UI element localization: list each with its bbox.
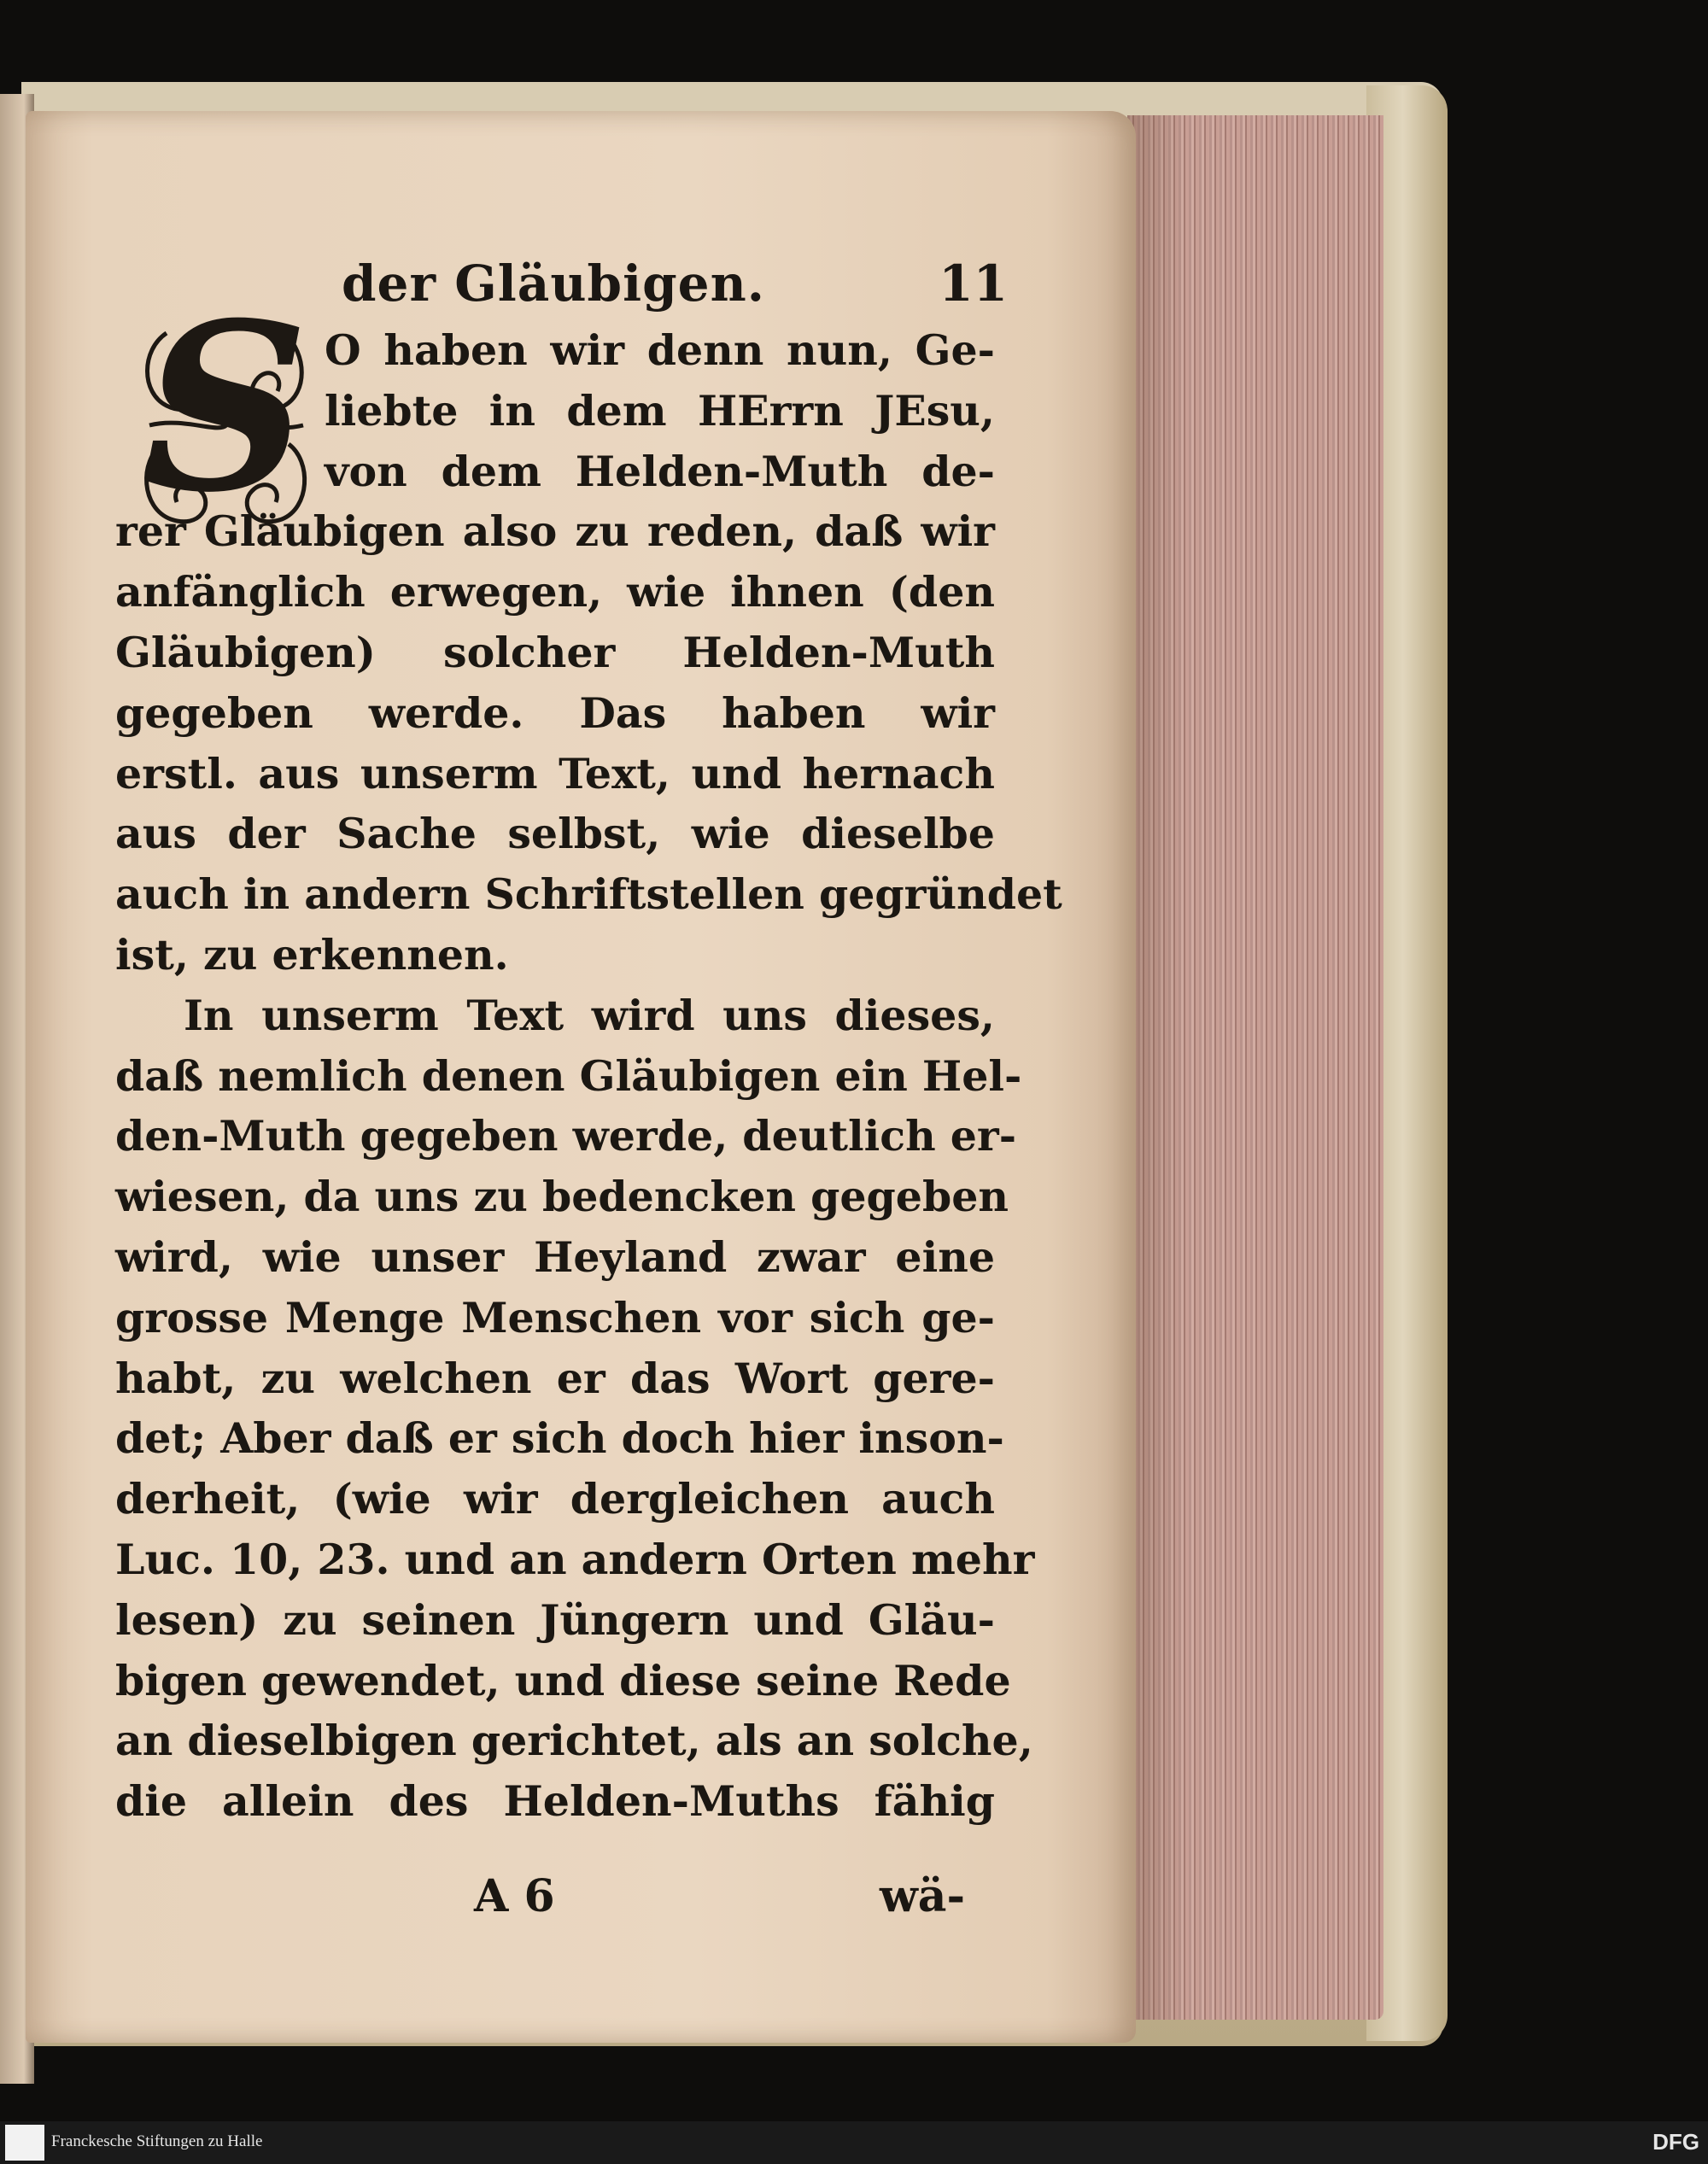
text-line: In unserm Text wird uns dieses,	[184, 990, 995, 1040]
dfg-logo: DFG	[1652, 2129, 1699, 2155]
text-line: die allein des Helden-Muths fähig	[115, 1776, 995, 1827]
text-line: grosse Menge Menschen vor sich ge-	[115, 1292, 995, 1342]
text-line: an dieselbigen gerichtet, als an solche,	[115, 1716, 1033, 1766]
text-line: wiesen, da uns zu bedencken gegeben	[115, 1172, 1009, 1222]
text-line: bigen gewendet, und diese seine Rede	[115, 1655, 1011, 1705]
text-line: habt, zu welchen er das Wort gere-	[115, 1353, 995, 1403]
viewer-footer	[0, 2121, 1708, 2164]
page-header	[342, 254, 1008, 323]
institution-logo-icon	[5, 2125, 44, 2161]
text-line: Luc. 10, 23. und an andern Orten mehr	[115, 1534, 1035, 1584]
page-block-shadow	[1127, 115, 1187, 2020]
text-line: ist, zu erkennen.	[115, 929, 509, 980]
text-line: O haben wir denn nun, Ge-	[325, 325, 995, 375]
initial-letter: S	[142, 272, 309, 543]
signature-mark: A 6	[474, 1870, 555, 1922]
text-line: gegeben werde. Das haben wir	[115, 687, 995, 738]
text-line: det; Aber daß er sich doch hier inson-	[115, 1413, 1004, 1464]
catchword: wä-	[880, 1870, 966, 1922]
text-line: von dem Helden-Muth de-	[325, 446, 995, 496]
institution-name: Franckesche Stiftungen zu Halle	[51, 2132, 263, 2150]
text-line: aus der Sache selbst, wie dieselbe	[115, 809, 995, 859]
text-line: daß nemlich denen Gläubigen ein Hel-	[115, 1050, 1022, 1101]
text-line: den-Muth gegeben werde, deutlich er-	[115, 1111, 1017, 1161]
text-line: auch in andern Schriftstellen gegründet	[115, 869, 1062, 920]
text-line: rer Gläubigen also zu reden, daß wir	[115, 506, 995, 557]
text-line: Gläubigen) solcher Helden-Muth	[115, 627, 995, 677]
text-line: erstl. aus unserm Text, und hernach	[115, 748, 995, 798]
page-body-text	[115, 320, 1062, 1832]
page-number: 11	[939, 254, 1008, 313]
text-line: wird, wie unser Heyland zwar eine	[115, 1231, 995, 1282]
text-line: lesen) zu seinen Jüngern und Gläu-	[115, 1594, 995, 1645]
running-head: der Gläubigen.	[342, 254, 765, 313]
text-line: derheit, (wie wir dergleichen auch	[115, 1474, 995, 1524]
text-line: anfänglich erwegen, wie ihnen (den	[115, 567, 995, 617]
text-line: liebte in dem HErrn JEsu,	[325, 385, 995, 436]
